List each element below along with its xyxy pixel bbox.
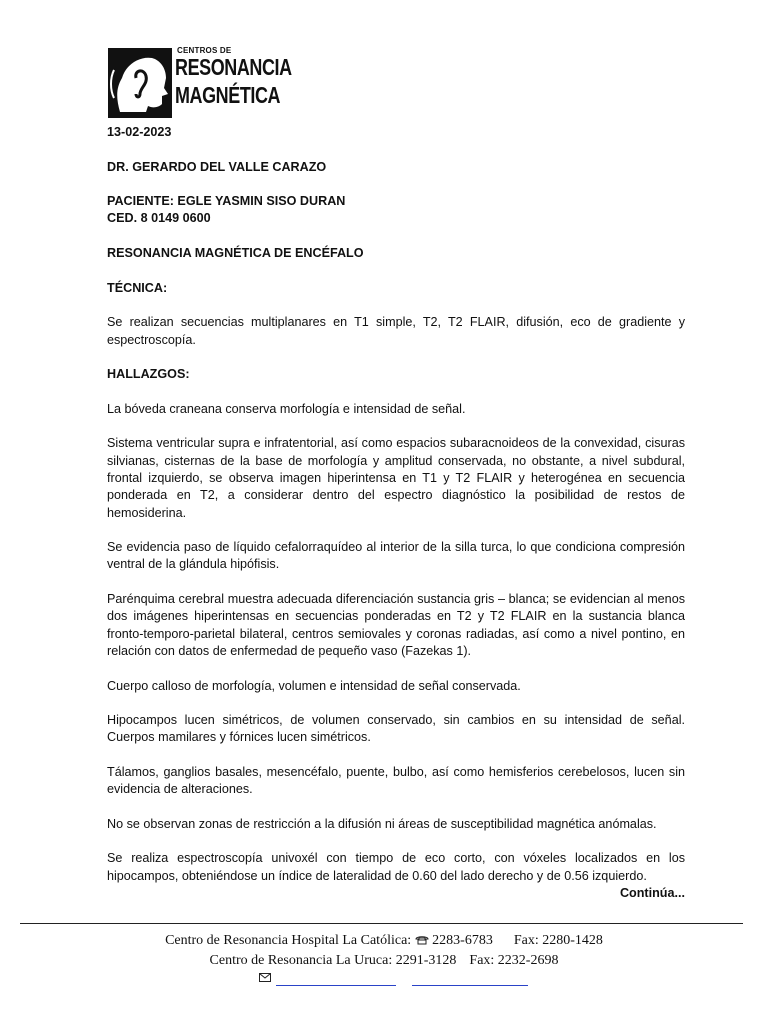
finding-paragraph: La bóveda craneana conserva morfología e intensidad de señal. xyxy=(107,401,466,416)
logo-small-text: CENTROS DE xyxy=(177,46,232,55)
logo-emblem xyxy=(108,48,172,118)
footer-line-2 xyxy=(0,951,768,971)
footer-center-1-fax: Fax: 2280-1428 xyxy=(513,933,603,948)
head-profile-icon xyxy=(108,48,172,118)
continues-marker: Continúa... xyxy=(619,886,685,901)
finding-paragraph: Se evidencia paso de líquido cefalorraquídeo al interior de la silla turca, lo que condiciona compresión ventral de la glándula hipófisis. xyxy=(107,540,685,572)
footer-center-1-phone: 2283-6783 xyxy=(432,933,493,948)
finding-paragraph: Tálamos, ganglios basales, mesencéfalo, puente, bulbo, así como hemisferios cerebelosos, lucen sin evidencia de alteraciones. xyxy=(107,764,685,797)
envelope-icon xyxy=(259,973,271,985)
email-link-2[interactable] xyxy=(412,985,528,986)
referring-doctor: DR. GERARDO DEL VALLE CARAZO xyxy=(107,159,327,174)
footer-line-1 xyxy=(0,931,768,951)
logo-line-2: MAGNÉTICA xyxy=(175,82,281,108)
footer-divider xyxy=(20,923,743,924)
clinic-logo xyxy=(108,46,292,120)
footer-center-1-label: Centro de Resonancia Hospital La Católica: xyxy=(165,933,412,948)
logo-line-1: RESONANCIA xyxy=(175,54,292,80)
finding-paragraph: Parénquima cerebral muestra adecuada diferenciación sustancia gris – blanca; se evidencian al menos dos imágenes hiperintensas en secuencias ponderadas en T2 y T2 FLAIR en la sustancia blanca fronto-temporo-parietal bilateral, centros semiovales y coronas radiadas, así como a nivel pontino, en relación con datos de enfermedad de pequeño vaso (Fazekas 1). xyxy=(107,592,685,658)
telephone-icon xyxy=(415,933,433,948)
finding-paragraph: Se realiza espectroscopía univoxél con tiempo de eco corto, con vóxeles localizados en los hipocampos, obteniéndose un índice de lateralidad de 0.60 del lado derecho y de 0.56 izquierdo. xyxy=(107,851,685,883)
findings-heading: HALLAZGOS: xyxy=(107,367,190,382)
study-title: RESONANCIA MAGNÉTICA DE ENCÉFALO xyxy=(107,246,364,261)
finding-paragraph: Hipocampos lucen simétricos, de volumen conservado, sin cambios en su intensidad de señal. Cuerpos mamilares y fórnices lucen simétricos. xyxy=(107,713,685,745)
technique-text: Se realizan secuencias multiplanares en T1 simple, T2, T2 FLAIR, difusión, eco de gradiente y espectroscopía. xyxy=(107,315,685,347)
report-body xyxy=(107,124,685,902)
patient-id: CED. 8 0149 0600 xyxy=(107,211,211,226)
email-link-1[interactable] xyxy=(276,985,396,986)
footer-center-2-fax: Fax: 2232-2698 xyxy=(469,952,559,968)
technique-heading: TÉCNICA: xyxy=(107,280,168,295)
finding-paragraph: Sistema ventricular supra e infratentorial, así como espacios subaracnoideos de la convexidad, cisuras silvianas, cisternas de la base de morfología y amplitud conservada, no obstante, a nivel subdural, frontal izquierdo, se observa imagen hiperintensa en T1 y T2 FLAIR y heterogénea en secuencia ponderada en T2, a considerar dentro del espectro diagnóstico la posibilidad de restos de hemosiderina. xyxy=(107,436,685,520)
report-date: 13-02-2023 xyxy=(107,125,172,139)
footer-center-2-label: Centro de Resonancia La Uruca: xyxy=(209,952,393,968)
finding-paragraph: Cuerpo calloso de morfología, volumen e intensidad de señal conservada. xyxy=(107,678,521,693)
page-footer xyxy=(0,931,768,970)
patient-name: PACIENTE: EGLE YASMIN SISO DURAN xyxy=(107,194,346,209)
footer-email-line xyxy=(0,972,768,988)
finding-paragraph: No se observan zonas de restricción a la difusión ni áreas de susceptibilidad magnética anómalas. xyxy=(107,816,657,831)
footer-center-2-phone: 2291-3128 xyxy=(395,952,457,968)
